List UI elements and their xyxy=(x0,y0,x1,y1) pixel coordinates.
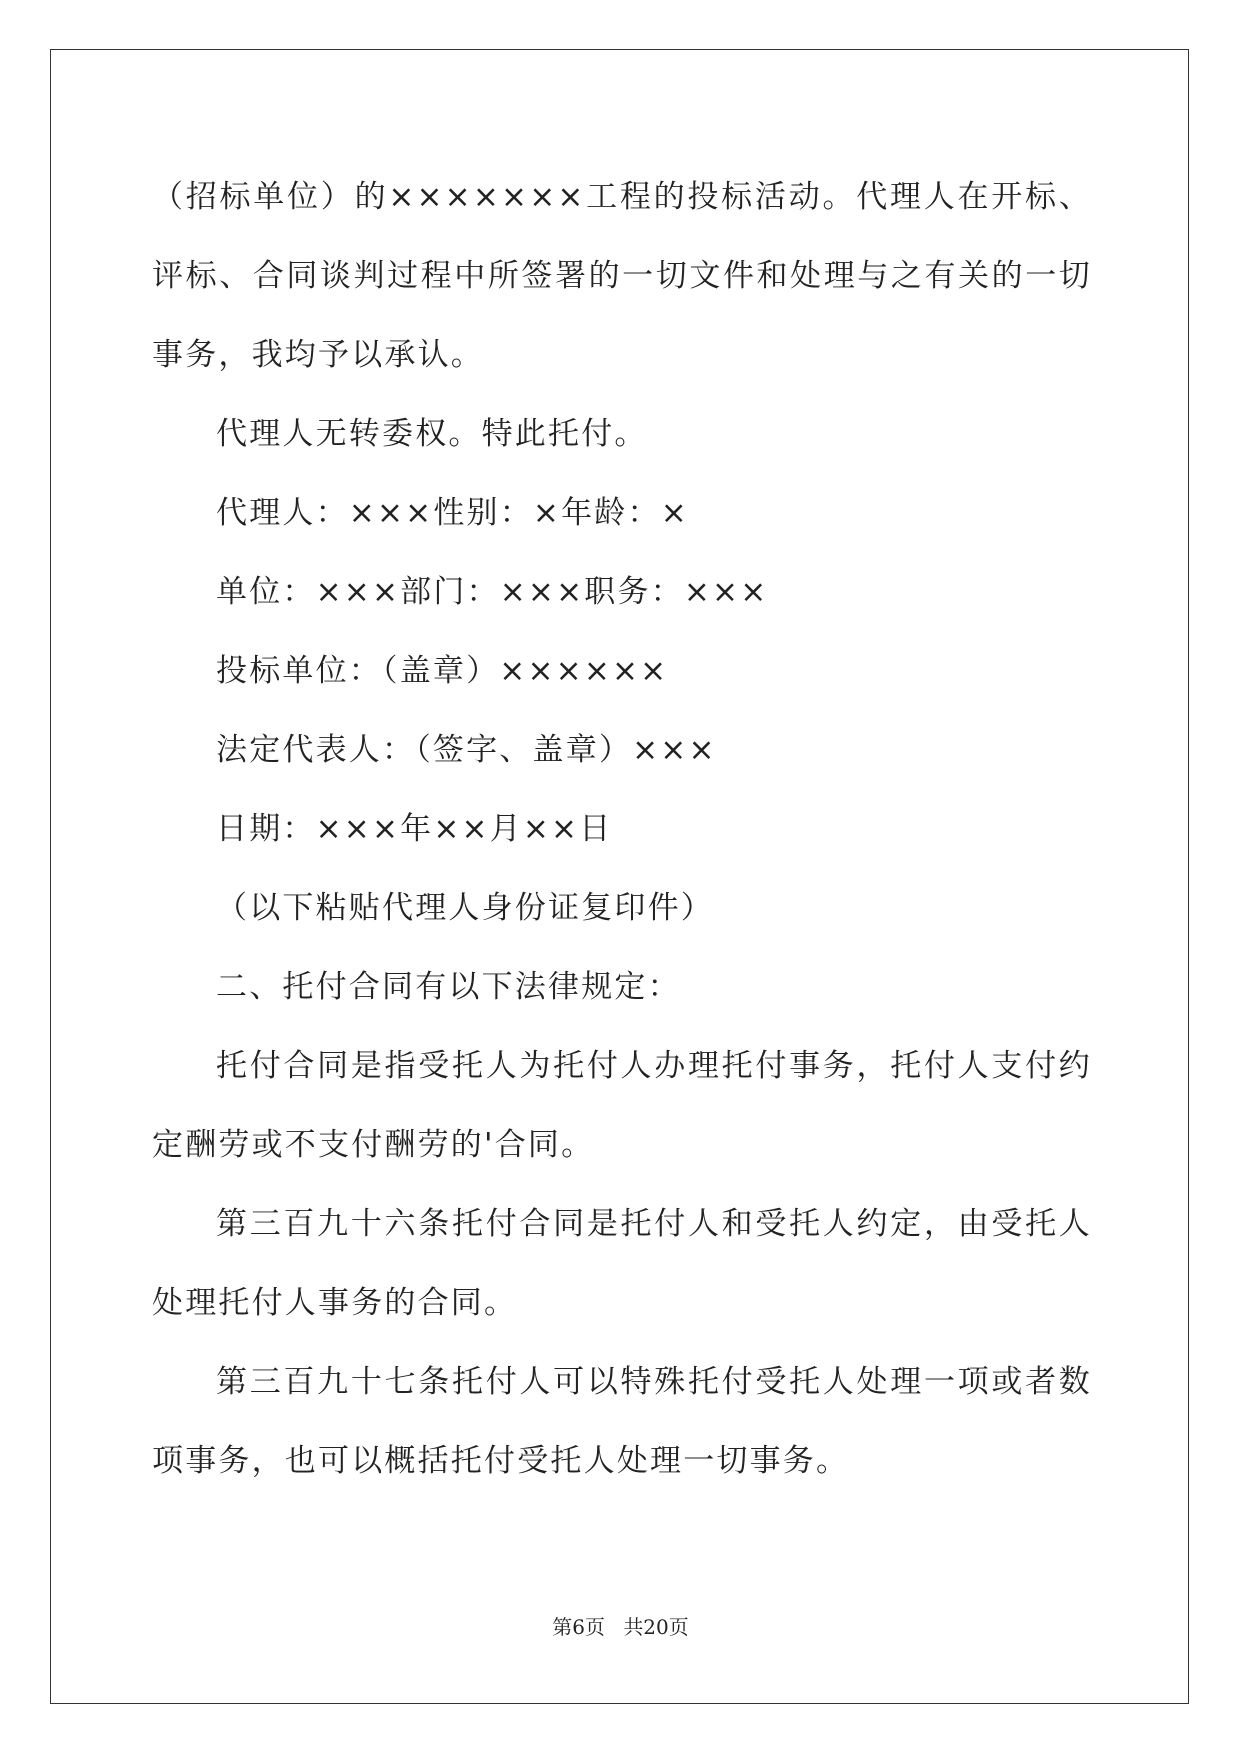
paragraph-id-copy-note: （以下粘贴代理人身份证复印件） xyxy=(216,890,714,926)
paragraph-no-subdelegation: 代理人无转委权。特此托付。 xyxy=(216,416,648,452)
paragraph-agent-info: 代理人：×××性别：×年龄：× xyxy=(216,495,689,531)
page-number: 第6页 xyxy=(552,1615,605,1639)
section-heading-legal-provisions: 二、托付合同有以下法律规定： xyxy=(216,969,681,1005)
paragraph-contract-definition: 托付合同是指受托人为托付人办理托付事务，托付人支付约定酬劳或不支付酬劳的'合同。 xyxy=(152,1048,1092,1163)
paragraph-agent-unit: 单位：×××部门：×××职务：××× xyxy=(216,574,769,610)
page-total: 共20页 xyxy=(623,1615,689,1639)
paragraph-date: 日期：×××年××月××日 xyxy=(216,811,613,847)
paragraph-bidding-scope: （招标单位）的×××××××工程的投标活动。代理人在开标、评标、合同谈判过程中所签署的一切文件和处理与之有关的一切事务，我均予以承认。 xyxy=(152,179,1092,373)
document-body xyxy=(152,158,1092,1501)
paragraph-bidder-seal: 投标单位：（盖章）×××××× xyxy=(216,653,669,689)
paragraph-article-397: 第三百九十七条托付人可以特殊托付受托人处理一项或者数项事务，也可以概括托付受托人处理一切事务。 xyxy=(152,1364,1092,1479)
paragraph-article-396: 第三百九十六条托付合同是托付人和受托人约定，由受托人处理托付人事务的合同。 xyxy=(152,1206,1092,1321)
page-footer xyxy=(0,1611,1241,1640)
paragraph-legal-rep: 法定代表人：（签字、盖章）××× xyxy=(216,732,717,768)
